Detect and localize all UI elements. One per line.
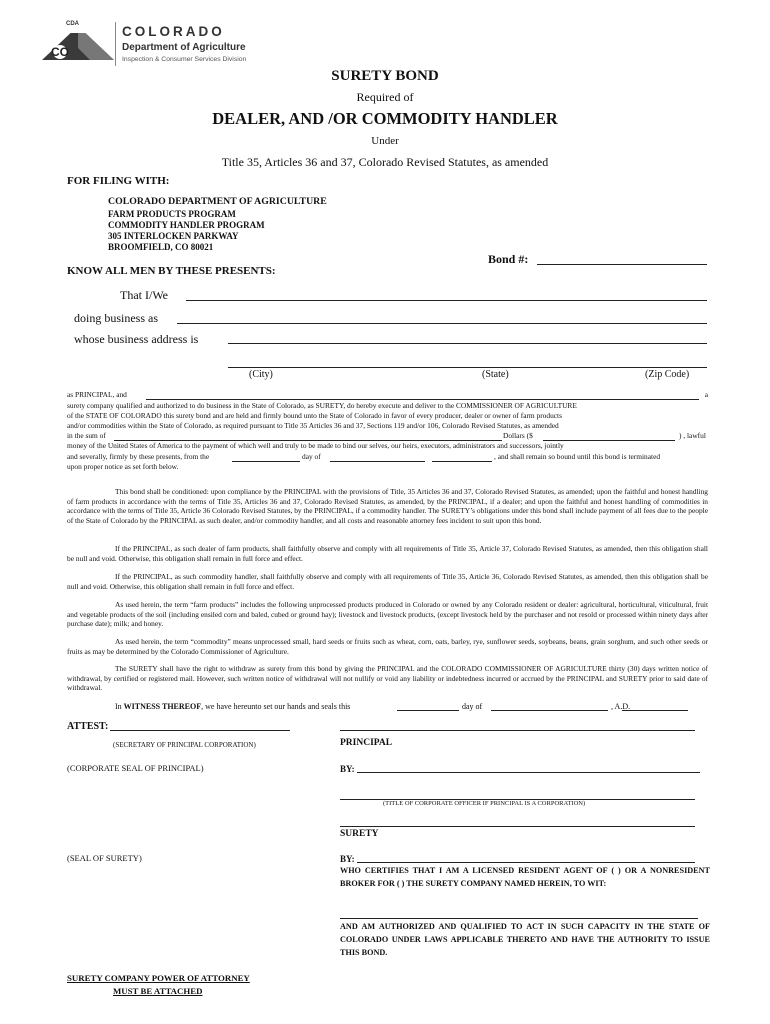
principal-label: PRINCIPAL — [340, 738, 393, 748]
witness-day-field[interactable] — [397, 710, 459, 711]
agent-authorization: AND AM AUTHORIZED AND QUALIFIED TO ACT IN SUCH CAPACITY IN THE STATE OF COLORADO UNDER LAWS APPLICABLE THERETO AND HAVE THE AUTHORITY TO ISSUE THIS BOND. — [340, 922, 710, 957]
filing-address-1: COLORADO DEPARTMENT OF AGRICULTURE — [108, 196, 327, 207]
cda-logo — [38, 22, 118, 62]
title-under: Under — [371, 135, 399, 147]
paragraph-handler: If the PRINCIPAL, as such commodity handler, shall faithfully observe and comply with all requirements of Title 35, Article 36, Colorado Revised Statutes, as amended, then this obligation shall be null and void. Otherwise, this obligation shall remain in full force and effect. — [67, 572, 708, 591]
address-field[interactable] — [228, 343, 707, 344]
bond-number-label: Bond #: — [488, 252, 529, 266]
principal-signature-line[interactable] — [340, 730, 695, 731]
filing-address-4: 305 INTERLOCKEN PARKWAY — [108, 231, 239, 241]
from-date-field[interactable] — [232, 461, 300, 462]
paragraph-conditions: This bond shall be conditioned: upon compliance by the PRINCIPAL with the provisions of Title, 35 Articles 36 and 37, Colorado Revised Statutes, as amended; upon the faithful and honest handling of farm products in accordance with the terms of Title 35, Articles 36 and 37, Colorado Revised Statutes, as amended, by the PRINCIPAL, if a dealer; and upon the faithful and honest handling of commodities in accordance with the terms of Title 35, Article 36 Colorado Revised Statutes, by the PRINCIPAL, if a commodity handler. The SURETY’s obligations under this bond shall include payment of all fees due to the people of the State of Colorado by the PRINCIPAL as such dealer, and/or commodity handler, and all costs and reasonable attorney fees incident to suit upon this bond. — [67, 487, 708, 525]
body-line-1: as PRINCIPAL, and a — [67, 390, 708, 399]
filing-address-3: COMMODITY HANDLER PROGRAM — [108, 220, 265, 230]
corporate-seal-label: (CORPORATE SEAL OF PRINCIPAL) — [67, 763, 204, 773]
title-statutes: Title 35, Articles 36 and 37, Colorado Revised Statutes, as amended — [221, 155, 549, 169]
logo-division: Inspection & Consumer Services Division — [122, 56, 247, 63]
surety-company-field[interactable] — [146, 399, 699, 400]
paragraph-withdraw: The SURETY shall have the right to withdraw as surety from this bond by giving the PRINCIPAL and the COLORADO COMMISSIONER OF AGRICULTURE thirty (30) days written notice of withdrawal, by certified or registered mail. However, such written notice of withdrawal will not nullify or void any liability or indebtedness incurred or accrued by the PRINCIPAL and SURETY prior to said date of withdrawal. — [67, 664, 708, 692]
zip-label: (Zip Code) — [645, 369, 690, 380]
surety-seal-label: (SEAL OF SURETY) — [67, 853, 142, 863]
filing-label: FOR FILING WITH: — [67, 175, 170, 187]
officer-title-label: (TITLE OF CORPORATE OFFICER IF PRINCIPAL IS A CORPORATION) — [383, 800, 586, 807]
logo-divider — [115, 22, 116, 66]
paragraph-farm-products: As used herein, the term “farm products” includes the following unprocessed products produced in Colorado or owned by any Colorado resident or dealer: agricultural, horticultural, viticultural, fruit and vegetable products of the soil (including ensiled corn and baled, cubed or ground hay); livestock and livestock products, (except livestock held by the purchaser and not resold or processed within ninety days after purchase date); milk; and honey. — [67, 600, 708, 628]
filing-address-2: FARM PRODUCTS PROGRAM — [108, 209, 236, 219]
address-label: whose business address is — [74, 332, 199, 346]
dba-label: doing business as — [74, 311, 158, 325]
logo-mark: CO — [51, 45, 69, 59]
body-line-5: in the sum of Dollars ($ ) , lawful — [67, 431, 706, 440]
logo-state: COLORADO — [122, 24, 225, 39]
city-label: (City) — [249, 369, 273, 380]
body-line-3: of the STATE OF COLORADO this surety bond and are held and firmly bound unto the State of Colorado in favor of every producer, dealer or owner of farm products — [67, 411, 562, 420]
power-of-attorney-line-2: MUST BE ATTACHED — [113, 986, 203, 996]
attest-label: ATTEST: — [67, 721, 109, 732]
address-field-2[interactable] — [228, 367, 707, 368]
agent-certification: WHO CERTIFIES THAT I AM A LICENSED RESIDENT AGENT OF ( ) OR A NONRESIDENT BROKER FOR ( ) THE SURETY COMPANY NAMED HEREIN, TO WIT: — [340, 866, 710, 888]
bond-number-field[interactable] — [537, 264, 707, 265]
presents-heading: KNOW ALL MEN BY THESE PRESENTS: — [67, 265, 276, 277]
that-we-field[interactable] — [186, 300, 707, 301]
body-line-6: money of the United States of America to the payment of which well and truly to be made to bind our selves, our heirs, executors, administrators and successors, jointly — [67, 441, 564, 450]
dba-field[interactable] — [177, 323, 707, 324]
witness-line: In WITNESS THEREOF, we have hereunto set our hands and seals this day of , A.D. — [115, 702, 631, 711]
secretary-label: (SECRETARY OF PRINCIPAL CORPORATION) — [113, 741, 256, 749]
paragraph-dealer: If the PRINCIPAL, as such dealer of farm products, shall faithfully observe and comply with all requirements of Title 35, Article 37, Colorado Revised Statutes, as amended, then this obligation shall be null and void. Otherwise, this obligation shall remain in full force and effect. — [67, 544, 708, 563]
logo-department: Department of Agriculture — [122, 42, 246, 53]
body-line-2: surety company qualified and authorized to do business in the State of Colorado, as SURETY, do hereby execute and deliver to the COMMISSIONER OF AGRICULTURE — [67, 401, 577, 410]
principal-by-label: BY: — [340, 764, 355, 774]
logo-badge: CDA — [66, 21, 79, 27]
that-we-label: That I/We — [120, 288, 169, 302]
day-of-field[interactable] — [330, 461, 425, 462]
body-line-8: upon proper notice as set forth below. — [67, 462, 179, 471]
surety-by-label: BY: — [340, 854, 355, 864]
body-line-4: and/or commodities within the State of Colorado, as required pursuant to Title 35 Articles 36 and 37, Sections 119 and/or 106, Colorado Revised Statutes, as amended — [67, 421, 559, 430]
attest-signature-field[interactable] — [110, 730, 290, 731]
surety-company-name-field[interactable] — [340, 918, 698, 919]
witness-year-field[interactable] — [622, 710, 688, 711]
principal-by-field[interactable] — [357, 772, 700, 773]
surety-name-field[interactable] — [340, 826, 695, 827]
year-field[interactable] — [432, 461, 492, 462]
surety-label: SURETY — [340, 829, 379, 839]
paragraph-commodity: As used herein, the term “commodity” means unprocessed small, hard seeds or fruits such as wheat, corn, oats, barley, rye, sunflower seeds, soybeans, beans, grain sorghum, and such other seeds or fruits as may be determined by the Colorado Commissioner of Agriculture. — [67, 637, 708, 656]
filing-address-5: BROOMFIELD, CO 80021 — [108, 242, 214, 252]
title-required-of: Required of — [356, 90, 414, 104]
state-label: (State) — [482, 369, 509, 380]
body-line-7: and severally, firmly by these presents, from the day of , and shall remain so bound until this bond is terminated — [67, 452, 661, 461]
witness-month-field[interactable] — [491, 710, 608, 711]
surety-by-field[interactable] — [357, 862, 695, 863]
title-main: SURETY BOND — [331, 68, 439, 84]
power-of-attorney-line-1: SURETY COMPANY POWER OF ATTORNEY — [67, 973, 250, 983]
title-subject: DEALER, AND /OR COMMODITY HANDLER — [212, 109, 558, 128]
